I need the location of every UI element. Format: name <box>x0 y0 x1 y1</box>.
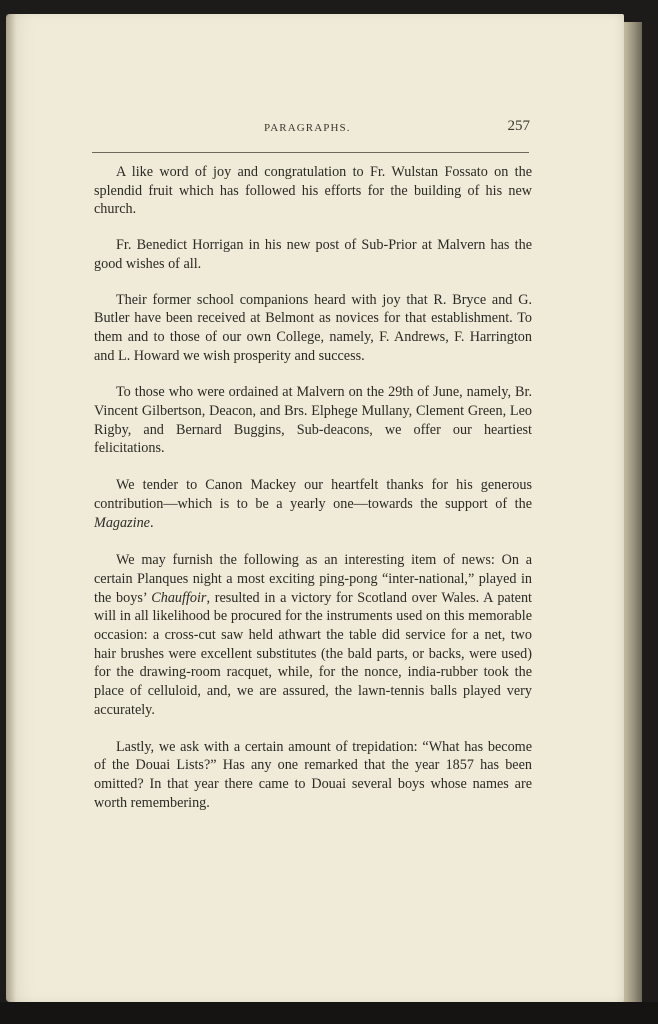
page-header <box>90 119 530 139</box>
scan-bottom-band <box>0 1002 658 1024</box>
paragraph-text: To those who were ordained at Malvern on the 29th of June, namely, Br. Vincent Gilbertson, Deacon, and Brs. Elphege Mullany, Clement Green, Leo Rigby, and Bernard Buggins, Sub-deacons, we offer our heartiest felicitations. <box>94 384 532 457</box>
paragraph <box>94 236 532 273</box>
paragraph-text: We may furnish the following as an interesting item of news: On a certain Planques night a most exciting ping-pong “inter-national,” played in the boys’ <box>94 552 532 606</box>
italic-text: Chauffoir <box>151 589 207 606</box>
paragraph-text: , resulted in a victory for Scotland over Wales. A patent will in all likelihood be procured for the instruments used on this memorable occasion: a cross-cut saw held athwart the table did service for a net, two hair brushes were excellent substitutes (the bald parts, or backs, were used) for the drawing-room racquet, while, for the nonce, india-rubber took the place of celluloid, and, we are assured, the lawn-tennis balls played very accurately. <box>94 589 533 718</box>
italic-text: Magazine <box>94 514 150 531</box>
paragraph <box>94 476 532 532</box>
paragraph <box>94 738 532 813</box>
paragraph <box>94 383 532 458</box>
paragraph-text: A like word of joy and congratulation to Fr. Wulstan Fossato on the splendid fruit which has followed his efforts for the building of his new church. <box>94 164 532 218</box>
paragraph <box>94 291 532 366</box>
paragraph-text: Fr. Benedict Horrigan in his new post of Sub-Prior at Malvern has the good wishes of all. <box>94 237 532 272</box>
paragraph-text: We tender to Canon Mackey our heartfelt thanks for his generous contribution—which is to be a yearly one—towards the support of the <box>94 477 532 512</box>
running-head: PARAGRAPHS. <box>264 122 351 134</box>
gutter-shadow <box>6 14 16 1002</box>
paragraph-text: Their former school companions heard with joy that R. Bryce and G. Butler have been received at Belmont as novices for that establishment. To them and to those of our own College, namely, F. Andrews, F. Harrington and L. Howard we wish prosperity and success. <box>94 291 532 364</box>
paragraph <box>94 163 532 219</box>
paragraph-text: Lastly, we ask with a certain amount of trepidation: “What has become of the Douai Lists?” Has any one remarked that the year 1857 has been omitted? In that year there came to Douai several boys whose names are worth remembering. <box>94 738 532 811</box>
body-text <box>94 163 532 830</box>
header-rule <box>92 152 529 153</box>
paragraph-text: . <box>149 514 154 531</box>
page-number: 257 <box>507 118 530 134</box>
paragraph <box>94 551 532 719</box>
